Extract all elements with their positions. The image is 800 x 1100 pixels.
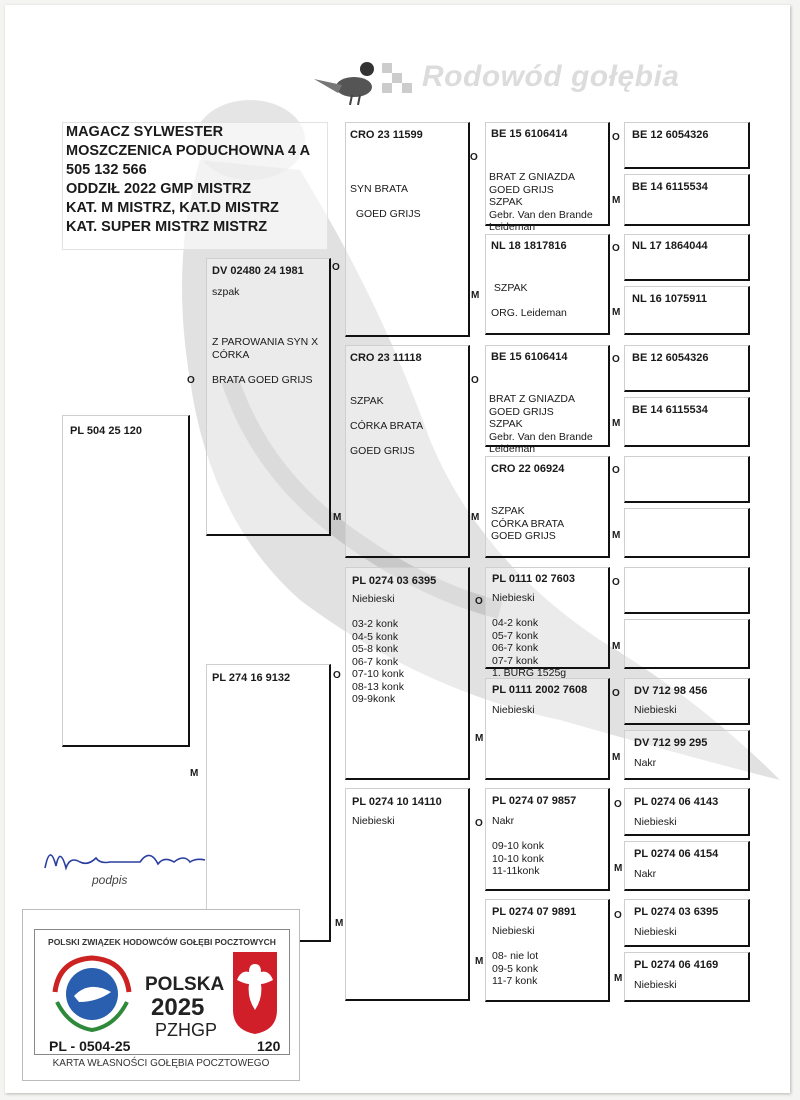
gen4-ring: NL 18 1817816	[491, 240, 567, 252]
gen5-box	[624, 456, 750, 503]
gen4-ring: CRO 22 06924	[491, 463, 565, 475]
gen4-ring: PL 0274 07 9857	[492, 795, 577, 807]
card-frame	[34, 929, 290, 1055]
owner-achievement: KAT. M MISTRZ, KAT.D MISTRZ	[66, 200, 279, 216]
pigeon-logo-icon	[312, 55, 422, 105]
gen4-ring: PL 0111 2002 7608	[492, 684, 588, 696]
gen5-description: Niebieski	[634, 816, 677, 828]
gen3-male-marker: O	[332, 262, 340, 273]
handwritten-signature	[40, 838, 210, 878]
dam-ring: PL 274 16 9132	[212, 672, 291, 684]
gen5-female-marker: M	[614, 973, 623, 984]
owner-phone: 505 132 566	[66, 162, 147, 178]
gen3-box	[345, 122, 470, 337]
gen3-male-marker: O	[333, 670, 341, 681]
card-country: POLSKA	[145, 974, 225, 995]
gen5-box	[624, 508, 750, 558]
gen3-description: Niebieski 03-2 konk 04-5 konk 05-8 konk 06-7 konk 07-10 konk 08-13 konk 09-9konk	[352, 593, 404, 705]
owner-info	[62, 122, 328, 250]
gen4-ring: BE 15 6106414	[491, 128, 568, 140]
gen5-female-marker: M	[612, 418, 621, 429]
gen4-description: Nakr 09-10 konk 10-10 konk 11-11konk	[492, 815, 544, 877]
gen3-ring: PL 0274 10 14110	[352, 796, 442, 808]
card-number: PL - 0504-25	[49, 1038, 131, 1054]
gen4-female-marker: M	[471, 512, 480, 523]
gen3-description: Niebieski	[352, 815, 395, 827]
gen5-ring: BE 14 6115534	[632, 404, 708, 416]
document-title: Rodowód gołębia	[422, 60, 680, 93]
gen5-female-marker: M	[612, 752, 621, 763]
gen5-female-marker: M	[612, 641, 621, 652]
card-issuer: POLSKI ZWIĄZEK HODOWCÓW GOŁĘBI POCZTOWYCH	[48, 937, 276, 947]
owner-address: MOSZCZENICA PODUCHOWNA 4 A	[66, 143, 311, 159]
gen5-ring: PL 0274 06 4154	[634, 848, 719, 860]
gen4-male-marker: O	[470, 152, 478, 163]
owner-achievement: ODDZIŁ 2022 GMP MISTRZ	[66, 181, 252, 197]
gen5-ring: PL 0274 06 4143	[634, 796, 719, 808]
gen5-description: Niebieski	[634, 979, 677, 991]
gen3-description: SYN BRATA GOED GRIJS	[350, 183, 421, 220]
polish-eagle-emblem-icon	[231, 950, 279, 1036]
gen5-female-marker: M	[612, 195, 621, 206]
gen5-female-marker: M	[612, 307, 621, 318]
gen5-ring: PL 0274 06 4169	[634, 959, 719, 971]
card-bird-number: 120	[257, 1038, 281, 1054]
gen5-description: Niebieski	[634, 926, 677, 938]
gen5-ring: BE 12 6054326	[632, 352, 709, 364]
gen3-description: SZPAK CÓRKA BRATA GOED GRIJS	[350, 395, 424, 457]
gen4-ring: PL 0111 02 7603	[492, 573, 575, 585]
owner-name: MAGACZ SYLWESTER	[66, 124, 224, 140]
gen3-ring: PL 0274 03 6395	[352, 575, 437, 587]
gen3-female-marker: M	[333, 512, 342, 523]
gen5-ring: PL 0274 03 6395	[634, 906, 719, 918]
gen5-male-marker: O	[612, 354, 620, 365]
gen4-description: Niebieski 08- nie lot 09-5 konk 11-7 konk	[492, 925, 539, 987]
card-org: PZHGP	[155, 1020, 218, 1040]
gen3-ring: CRO 23 11118	[350, 352, 422, 364]
card-caption: KARTA WŁASNOŚCI GOŁĘBIA POCZTOWEGO	[52, 1058, 270, 1069]
gen5-male-marker: O	[612, 688, 620, 699]
ownership-card	[22, 909, 300, 1081]
gen4-ring: BE 15 6106414	[491, 351, 568, 363]
gen4-male-marker: O	[471, 375, 479, 386]
gen4-description: SZPAK CÓRKA BRATA GOED GRIJS	[491, 505, 565, 542]
card-year: 2025	[151, 994, 205, 1021]
pzhgp-logo-icon	[49, 952, 135, 1034]
owner-achievement: KAT. SUPER MISTRZ MISTRZ	[66, 219, 268, 235]
gen4-female-marker: M	[471, 290, 480, 301]
gen5-ring: DV 712 99 295	[634, 737, 708, 749]
gen4-female-marker: M	[475, 733, 484, 744]
dam-marker: M	[190, 768, 199, 779]
gen4-description: BRAT Z GNIAZDA GOED GRIJS SZPAK Gebr. Van den Brande Leideman	[489, 393, 593, 455]
gen5-ring: DV 712 98 456	[634, 685, 708, 697]
gen5-male-marker: O	[612, 577, 620, 588]
gen5-male-marker: O	[612, 132, 620, 143]
gen5-box	[624, 567, 750, 614]
gen5-box	[624, 619, 750, 669]
gen3-ring: CRO 23 11599	[350, 129, 423, 141]
sire-ring: DV 02480 24 1981	[212, 265, 304, 277]
gen5-ring: BE 12 6054326	[632, 129, 709, 141]
gen5-ring: BE 14 6115534	[632, 181, 708, 193]
gen5-male-marker: O	[612, 243, 620, 254]
bird-box	[62, 415, 190, 747]
gen5-female-marker: M	[614, 863, 623, 874]
gen4-description: Niebieski	[492, 704, 535, 716]
gen5-male-marker: O	[612, 465, 620, 476]
gen4-female-marker: M	[475, 956, 484, 967]
signature-caption: podpis	[92, 873, 128, 887]
gen5-description: Niebieski	[634, 704, 677, 716]
gen4-description: Niebieski 04-2 konk 05-7 konk 06-7 konk 07-7 konk 1. BURG 1525g	[492, 592, 567, 679]
dam-box	[206, 664, 331, 942]
gen4-description: BRAT Z GNIAZDA GOED GRIJS SZPAK Gebr. Van den Brande Leideman	[489, 171, 593, 233]
gen3-female-marker: M	[335, 918, 344, 929]
gen4-male-marker: O	[475, 818, 483, 829]
gen4-description: SZPAK ORG. Leideman	[491, 282, 567, 319]
sire-description: szpak Z PAROWANIA SYN X CÓRKA BRATA GOED GRIJS	[212, 286, 319, 386]
gen5-description: Nakr	[634, 868, 657, 880]
gen5-ring: NL 17 1864044	[632, 240, 708, 252]
gen4-ring: PL 0274 07 9891	[492, 906, 577, 918]
gen4-male-marker: O	[475, 596, 483, 607]
sire-marker: O	[187, 375, 195, 386]
gen5-male-marker: O	[614, 799, 622, 810]
gen5-male-marker: O	[614, 910, 622, 921]
gen5-female-marker: M	[612, 530, 621, 541]
bird-ring: PL 504 25 120	[70, 425, 142, 437]
gen5-ring: NL 16 1075911	[632, 293, 708, 305]
gen5-description: Nakr	[634, 757, 657, 769]
